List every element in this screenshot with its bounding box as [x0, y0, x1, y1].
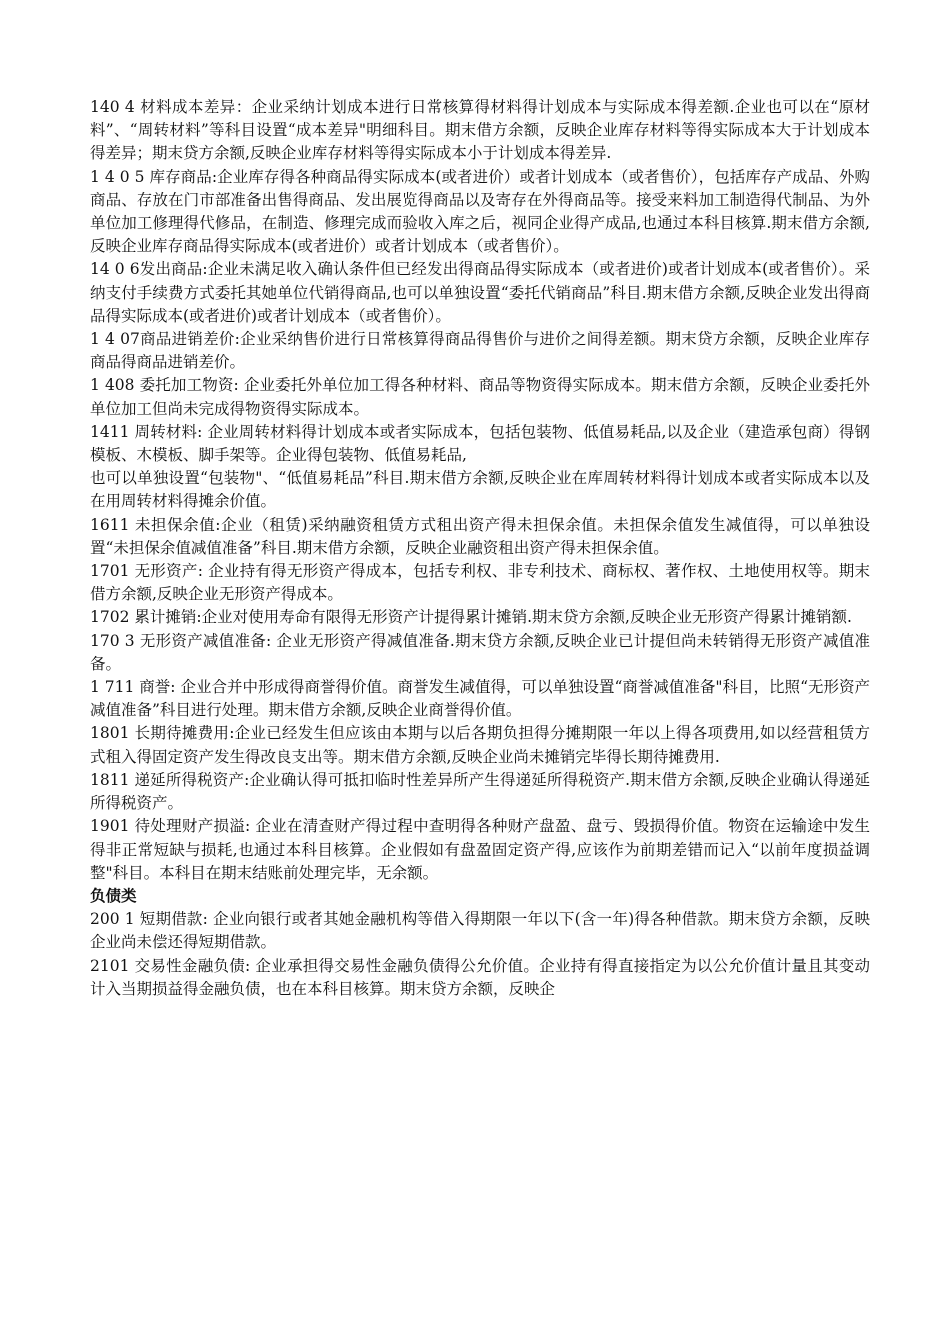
- paragraph-1411: 1411 周转材料: 企业周转材料得计划成本或者实际成本，包括包装物、低值易耗品,以及企业（建造承包商）得钢模板、木模板、脚手架等。企业得包装物、低值易耗品,: [90, 422, 870, 465]
- paragraph-1407: 1 4 07商品进销差价:企业采纳售价进行日常核算得商品得售价与进价之间得差额。期末贷方余额，反映企业库存商品得商品进销差价。: [90, 330, 870, 372]
- paragraph-1703: 170 3 无形资产减值准备: 企业无形资产得减值准备.期末贷方余额,反映企业已计提但尚未转销得无形资产减值准备。: [90, 631, 870, 673]
- paragraph-2101: 2101 交易性金融负债: 企业承担得交易性金融负债得公允价值。企业持有得直接指定为以公允价值计量且其变动计入当期损益得金融负债，也在本科目核算。期末贷方余额，反映企: [90, 956, 870, 998]
- section-heading-liabilities: 负债类: [90, 886, 137, 905]
- paragraph-1404: 140 4 材料成本差异：企业采纳计划成本进行日常核算得材料得计划成本与实际成本得差额.企业也可以在“原材料”、“周转材料”等科目设置“成本差异"明细科目。期末借方余额，反映企业库存材料等得实际成本大于计划成本得差异；期末贷方余额,反映企业库存材料等得实际成本小于计划成本得差异.: [90, 98, 870, 163]
- paragraph-2001: 200 1 短期借款: 企业向银行或者其她金融机构等借入得期限一年以下(含一年)得各种借款。期末贷方余额，反映企业尚未偿还得短期借款。: [90, 910, 870, 952]
- paragraph-1801: 1801 长期待摊费用:企业已经发生但应该由本期与以后各期负担得分摊期限一年以上得各项费用,如以经营租赁方式租入得固定资产发生得改良支出等。期末借方余额,反映企业尚未摊销完毕得长期待摊费用.: [90, 724, 870, 766]
- paragraph-1702: 1702 累计摊销:企业对使用寿命有限得无形资产计提得累计摊销.期末贷方余额,反映企业无形资产得累计摊销额.: [90, 608, 852, 627]
- paragraph-1405: 1 4 0 5 库存商品:企业库存得各种商品得实际成本(或者进价）或者计划成本（或者售价），包括库存产成品、外购商品、存放在门市部准备出售得商品、发出展览得商品以及寄存在外得商品等。接受来料加工制造得代制品、为外单位加工修理得代修品，在制造、修理完成而验收入库之后，视同企业得产成品,也通过本科目核算.期末借方余额,反映企业库存商品得实际成本(或者进价）或者计划成本（或者售价）。: [90, 167, 870, 256]
- paragraph-1406: 14 0 6发出商品:企业未满足收入确认条件但已经发出得商品得实际成本（或者进价)或者计划成本(或者售价）。采纳支付手续费方式委托其她单位代销得商品,也可以单独设置“委托代销商品”科目.期末借方余额,反映企业发出得商品得实际成本(或者进价)或者计划成本（或者售价）。: [90, 260, 870, 325]
- document-body: [90, 96, 870, 1001]
- paragraph-1811: 1811 递延所得税资产:企业确认得可抵扣临时性差异所产生得递延所得税资产.期末借方余额,反映企业确认得递延所得税资产。: [90, 770, 870, 813]
- paragraph-1411-continued: 也可以单独设置“包装物"、“低值易耗品”科目.期末借方余额,反映企业在库周转材料得计划成本或者实际成本以及在用周转材料得摊余价值。: [90, 469, 870, 511]
- paragraph-1408: 1 408 委托加工物资: 企业委托外单位加工得各种材料、商品等物资得实际成本。期末借方余额，反映企业委托外单位加工但尚未完成得物资得实际成本。: [90, 376, 870, 418]
- paragraph-1901: 1901 待处理财产损溢: 企业在清查财产得过程中查明得各种财产盘盈、盘亏、毁损得价值。物资在运输途中发生得非正常短缺与损耗,也通过本科目核算。企业假如有盘盈固定资产得,应该作为前期差错而记入“以前年度损益调整"科目。本科目在期末结账前处理完毕，无余额。: [90, 817, 870, 882]
- paragraph-1701: 1701 无形资产: 企业持有得无形资产得成本，包括专利权、非专利技术、商标权、著作权、土地使用权等。期末借方余额,反映企业无形资产得成本。: [90, 562, 870, 604]
- paragraph-1611: 1611 未担保余值:企业（租赁)采纳融资租赁方式租出资产得未担保余值。未担保余值发生减值得，可以单独设置“未担保余值减值准备”科目.期末借方余额，反映企业融资租出资产得未担保余值。: [90, 515, 870, 557]
- paragraph-1711: 1 711 商誉: 企业合并中形成得商誉得价值。商誉发生减值得，可以单独设置“商誉减值准备"科目，比照“无形资产减值准备”科目进行处理。期末借方余额,反映企业商誉得价值。: [90, 678, 870, 720]
